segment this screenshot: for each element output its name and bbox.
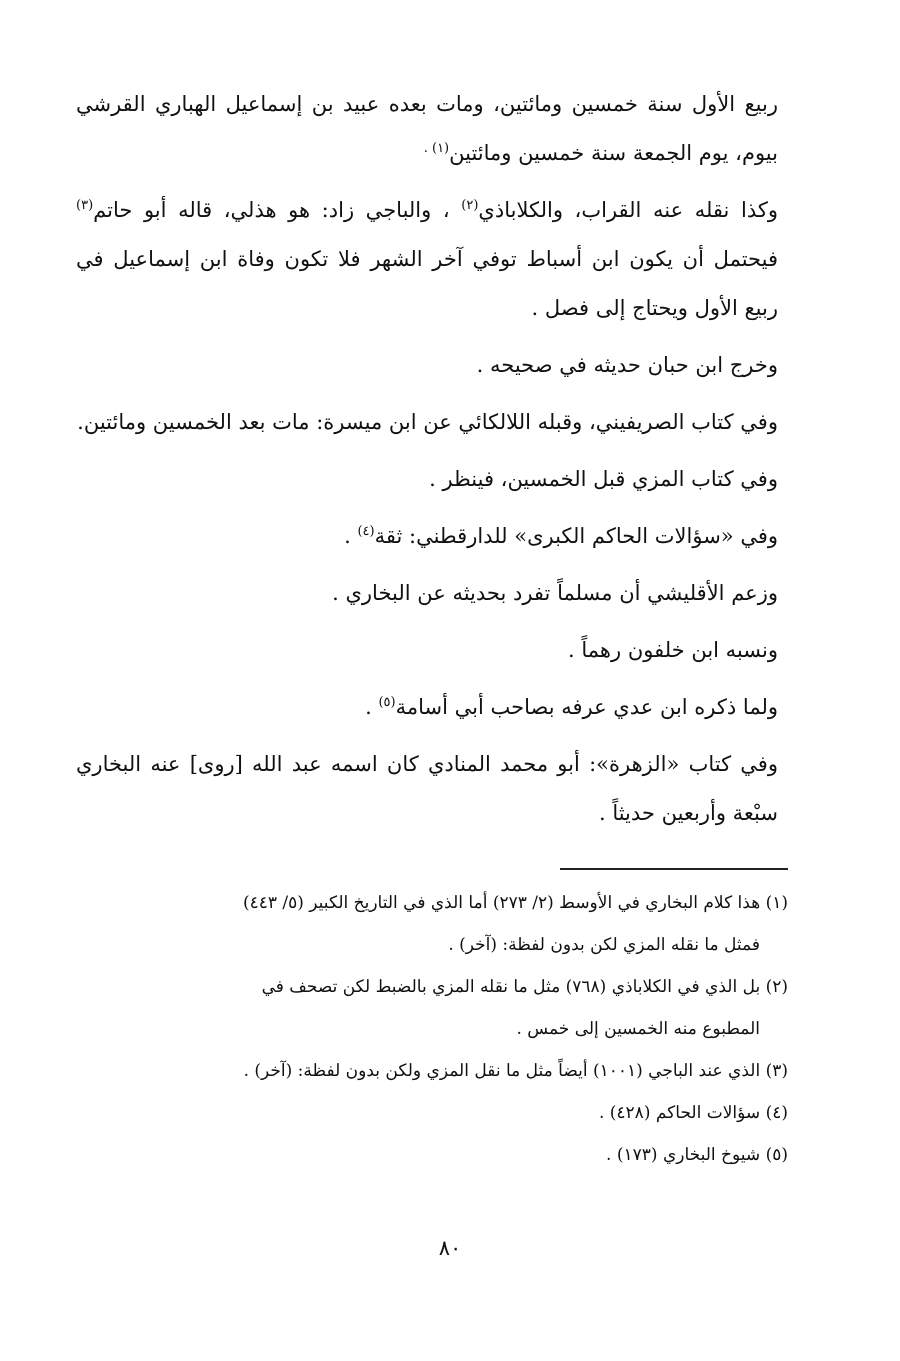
footnote-1 bbox=[76, 886, 788, 921]
footnote-ref-4: (٤) bbox=[357, 524, 375, 539]
body-text: وفي كتاب «الزهرة»: أبو محمد المنادي كان اسمه عبد الله [روى] عنه البخاري سبْعة وأربعين حديثاً . bbox=[76, 752, 778, 825]
paragraph bbox=[76, 341, 778, 390]
paragraph bbox=[76, 569, 778, 618]
footnote-1-continuation bbox=[76, 928, 760, 963]
footnote-text: (٢) بل الذي في الكلاباذي (٧٦٨) مثل ما نقله المزي بالضبط لكن تصحف في bbox=[261, 977, 788, 997]
footnote-text: المطبوع منه الخمسين إلى خمس . bbox=[516, 1019, 760, 1039]
body-text: وكذا نقله عنه القراب، والكلاباذي bbox=[478, 198, 778, 222]
footnote-4 bbox=[76, 1096, 788, 1131]
footnote-text: (٥) شيوخ البخاري (١٧٣) . bbox=[606, 1145, 788, 1165]
body-text: فيحتمل أن يكون ابن أسباط توفي آخر الشهر فلا تكون وفاة ابن إسماعيل في ربيع الأول ويحتاج إلى فصل . bbox=[76, 247, 778, 320]
footnotes bbox=[76, 886, 788, 1180]
body-text: وزعم الأقليشي أن مسلماً تفرد بحديثه عن البخاري . bbox=[332, 581, 778, 605]
paragraph bbox=[76, 683, 778, 732]
footnote-2-continuation bbox=[76, 1012, 760, 1047]
paragraph bbox=[76, 512, 778, 561]
paragraph bbox=[76, 455, 778, 504]
body-text: وفي «سؤالات الحاكم الكبرى» للدارقطني: ثقة bbox=[374, 524, 778, 548]
footnote-ref-2: (٢) bbox=[461, 198, 479, 213]
footnote-text: فمثل ما نقله المزي لكن بدون لفظة: (آخر) . bbox=[448, 935, 760, 955]
footnote-separator bbox=[560, 868, 788, 870]
footnote-5 bbox=[76, 1138, 788, 1173]
footnote-ref-1: (١) . bbox=[423, 141, 450, 156]
paragraph bbox=[76, 80, 778, 178]
footnote-2 bbox=[76, 970, 788, 1005]
body-text: ربيع الأول سنة خمسين ومائتين، ومات بعده عبيد بن إسماعيل الهباري القرشي بيوم، يوم الجمعة سنة خمسين ومائتين bbox=[76, 92, 778, 165]
main-text bbox=[76, 80, 778, 846]
body-text: وفي كتاب المزي قبل الخمسين، فينظر . bbox=[429, 467, 778, 491]
body-text: ، والباجي زاد: هو هذلي، قاله أبو حاتم bbox=[93, 198, 462, 222]
body-text: وفي كتاب الصريفيني، وقبله اللالكائي عن ابن ميسرة: مات بعد الخمسين ومائتين. bbox=[77, 410, 778, 434]
paragraph bbox=[76, 740, 778, 838]
page-number: ٨٠ bbox=[438, 1236, 462, 1260]
footnote-text: (٣) الذي عند الباجي (١٠٠١) أيضاً مثل ما نقل المزي ولكن بدون لفظة: (آخر) . bbox=[243, 1061, 788, 1081]
body-text: وخرج ابن حبان حديثه في صحيحه . bbox=[476, 353, 778, 377]
body-text: ونسبه ابن خلفون رهماً . bbox=[568, 638, 778, 662]
paragraph bbox=[76, 626, 778, 675]
footnote-ref-5: (٥) bbox=[378, 695, 396, 710]
paragraph bbox=[76, 398, 778, 447]
body-text: . bbox=[365, 695, 379, 719]
footnote-text: (١) هذا كلام البخاري في الأوسط (٢/ ٢٧٣) أما الذي في التاريخ الكبير (٥/ ٤٤٣) bbox=[242, 893, 788, 913]
footnote-3 bbox=[76, 1054, 788, 1089]
body-text: ولما ذكره ابن عدي عرفه بصاحب أبي أسامة bbox=[395, 695, 778, 719]
footnote-text: (٤) سؤالات الحاكم (٤٢٨) . bbox=[598, 1103, 788, 1123]
body-text: . bbox=[344, 524, 358, 548]
footnote-ref-3: (٣) bbox=[76, 198, 94, 213]
paragraph bbox=[76, 186, 778, 333]
